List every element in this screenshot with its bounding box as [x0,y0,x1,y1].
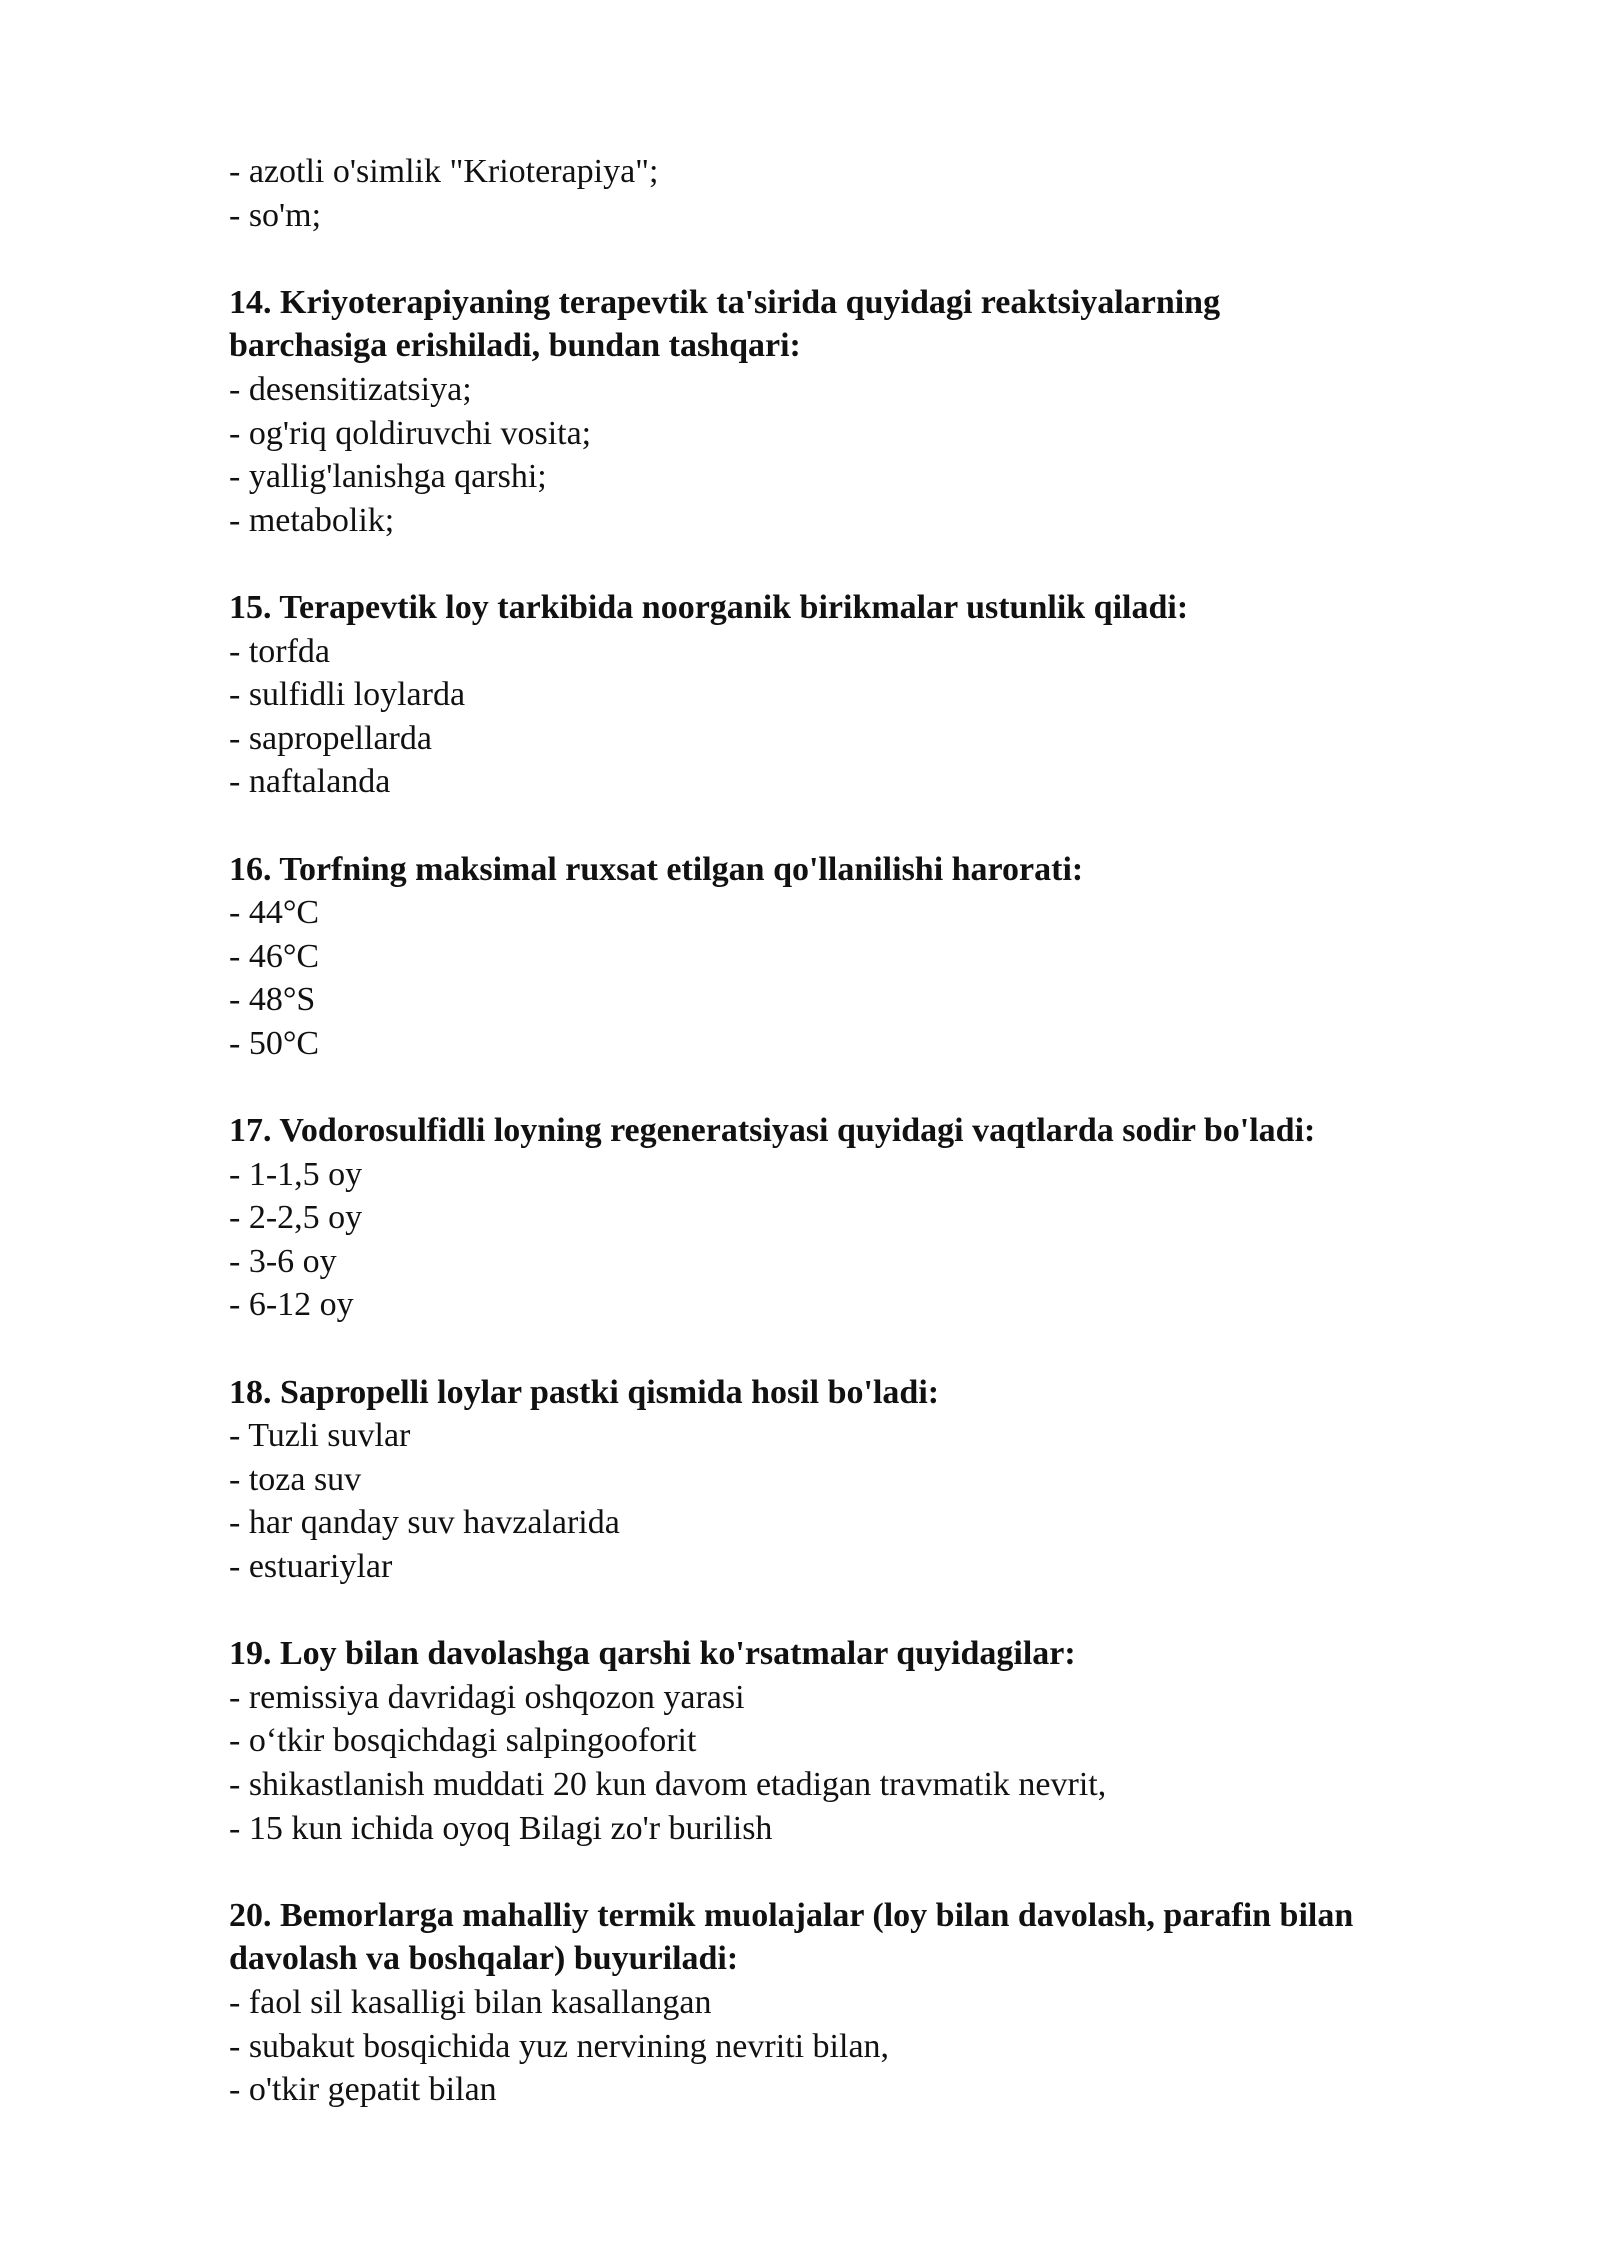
answer-option: - toza suv [229,1460,362,1498]
question-title: barchasiga erishiladi, bundan tashqari: [229,327,801,365]
question-20 [229,1894,1529,2112]
answer-option: - estuariylar [229,1548,393,1585]
question-title: 19. Loy bilan davolashga qarshi ko'rsatmalar quyidagilar: [229,1635,1076,1673]
question-18 [229,1371,1529,1589]
question-title: 17. Vodorosulfidli loyning regeneratsiyasi quyidagi vaqtlarda sodir bo'ladi: [229,1112,1316,1150]
question-15 [229,586,1529,804]
answer-option: - 46°C [229,937,320,975]
answer-option: - torfda [229,632,331,670]
answer-option: - sapropellarda [229,719,432,757]
question-16 [229,848,1529,1066]
question-title: 15. Terapevtik loy tarkibida noorganik birikmalar ustunlik qiladi: [229,588,1189,626]
answer-option: - 44°C [229,894,320,932]
document-page [229,150,1529,2112]
answer-option: - 2-2,5 oy [229,1199,363,1237]
question-title: 14. Kriyoterapiyaning terapevtik ta'sirida quyidagi reaktsiyalarning [229,283,1221,321]
answer-option: - o‘tkir bosqichdagi salpingooforit [229,1722,697,1760]
answer-option: - har qanday suv havzalarida [229,1504,620,1542]
answer-option: - 15 kun ichida oyoq Bilagi zo'r burilish [229,1809,773,1847]
answer-option: - 3-6 oy [229,1242,337,1280]
answer-option: - 6-12 oy [229,1286,354,1324]
answer-option: - o'tkir gepatit bilan [229,2071,497,2109]
question-19 [229,1632,1529,1850]
answer-option: - naftalanda [229,763,391,801]
answer-option: - desensitizatsiya; [229,370,472,408]
answer-option: - yallig'lanishga qarshi; [229,458,547,496]
answer-option: - 50°C [229,1024,320,1062]
answer-option: - shikastlanish muddati 20 kun davom etadigan travmatik nevrit, [229,1765,1107,1803]
answer-option: - faol sil kasalligi bilan kasallangan [229,1983,712,2021]
question-14 [229,281,1529,543]
intro-option-list [229,150,1529,237]
answer-option: - 1-1,5 oy [229,1155,363,1193]
answer-option: - 48°S [229,981,316,1019]
answer-option: - metabolik; [229,501,395,539]
question-17 [229,1109,1529,1327]
answer-option: - azotli o'simlik "Krioterapiya"; [229,153,659,190]
answer-option: - remissiya davridagi oshqozon yarasi [229,1678,745,1716]
answer-option: - og'riq qoldiruvchi vosita; [229,414,592,452]
question-title: 16. Torfning maksimal ruxsat etilgan qo'llanilishi harorati: [229,850,1084,888]
question-title: davolash va boshqalar) buyuriladi: [229,1940,739,1978]
question-title: 18. Sapropelli loylar pastki qismida hosil bo'ladi: [229,1373,940,1411]
answer-option: - so'm; [229,196,322,234]
answer-option: - Tuzli suvlar [229,1417,411,1455]
question-title: 20. Bemorlarga mahalliy termik muolajalar (loy bilan davolash, parafin bilan [229,1896,1354,1934]
answer-option: - subakut bosqichida yuz nervining nevriti bilan, [229,2027,890,2065]
answer-option: - sulfidli loylarda [229,676,466,714]
